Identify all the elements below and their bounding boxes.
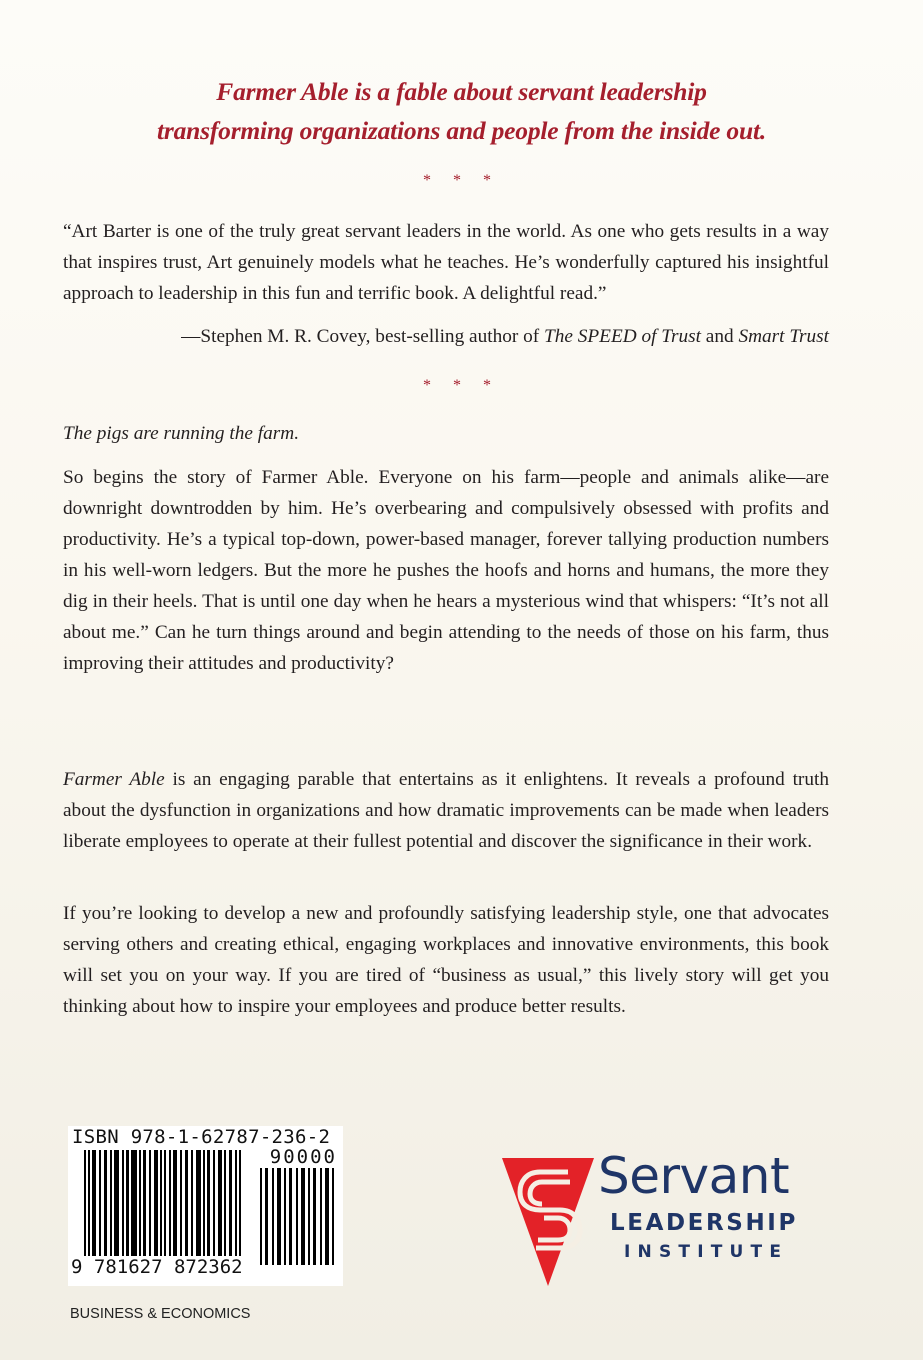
separator-asterisks: * * * — [423, 172, 500, 189]
attribution-book-1: The SPEED of Trust — [544, 326, 701, 347]
attribution-book-2: Smart Trust — [738, 326, 829, 347]
separator-asterisks: * * * — [423, 377, 500, 394]
book-category: BUSINESS & ECONOMICS — [70, 1306, 251, 1322]
price-code: 90000 — [269, 1146, 337, 1168]
sli-triangle-logo-icon — [498, 1152, 598, 1288]
servant-leadership-institute-logo — [498, 1147, 838, 1292]
description-opening-line: The pigs are running the farm. — [63, 423, 300, 444]
isbn-barcode — [68, 1126, 343, 1286]
price-barcode-bars-icon — [260, 1168, 338, 1265]
logo-text-institute: INSTITUTE — [624, 1242, 789, 1262]
description-paragraph-2 — [63, 764, 829, 857]
book-title: Farmer Able — [63, 769, 165, 790]
attribution-conjunction: and — [700, 326, 739, 347]
tagline — [0, 72, 923, 150]
description-paragraph-1: So begins the story of Farmer Able. Everyone on his farm—people and animals alike—are downright downtrodden by him. He’s overbearing and compulsively obsessed with profits and productivity. He’s a typical top-down, power-based manager, forever tallying production numbers in his well-worn ledgers. But the more he pushes the hoofs and horns and humans, the more they dig in their heels. That is until one day when he hears a mysterious wind that whispers: “It’s not all about me.” Can he turn things around and begin attending to the needs of those on his farm, thus improving their attitudes and productivity? — [63, 467, 829, 674]
endorsement-quote: “Art Barter is one of the truly great servant leaders in the world. As one who gets results in a way that inspires trust, Art genuinely models what he teaches. He’s wonderfully captured his insightful approach to leadership in this fun and terrific book. A delightful read.” — [63, 221, 829, 304]
logo-text-servant: Servant — [598, 1147, 790, 1205]
tagline-line-1: Farmer Able is a fable about servant leadership — [216, 77, 707, 106]
ean-digits: 9 781627 872362 — [71, 1256, 243, 1278]
tagline-line-2: transforming organizations and people from the inside out. — [156, 116, 767, 145]
endorsement-attribution — [181, 321, 829, 352]
attribution-author: —Stephen M. R. Covey, best-selling author of — [181, 326, 544, 347]
description-paragraph-3: If you’re looking to develop a new and profoundly satisfying leadership style, one that advocates serving others and creating ethical, engaging workplaces and innovative environments, this book will set you on your way. If you are tired of “business as usual,” this lively story will get you thinking about how to inspire your employees and produce better results. — [63, 903, 829, 1017]
isbn-label: ISBN 978-1-62787-236-2 — [72, 1126, 331, 1148]
logo-text-leadership: LEADERSHIP — [610, 1210, 798, 1236]
paragraph-2-text: is an engaging parable that entertains as it enlightens. It reveals a profound truth about the dysfunction in organizations and how dramatic improvements can be made when leaders liberate employees to operate at their fullest potential and discover the significance in their work. — [63, 769, 829, 852]
